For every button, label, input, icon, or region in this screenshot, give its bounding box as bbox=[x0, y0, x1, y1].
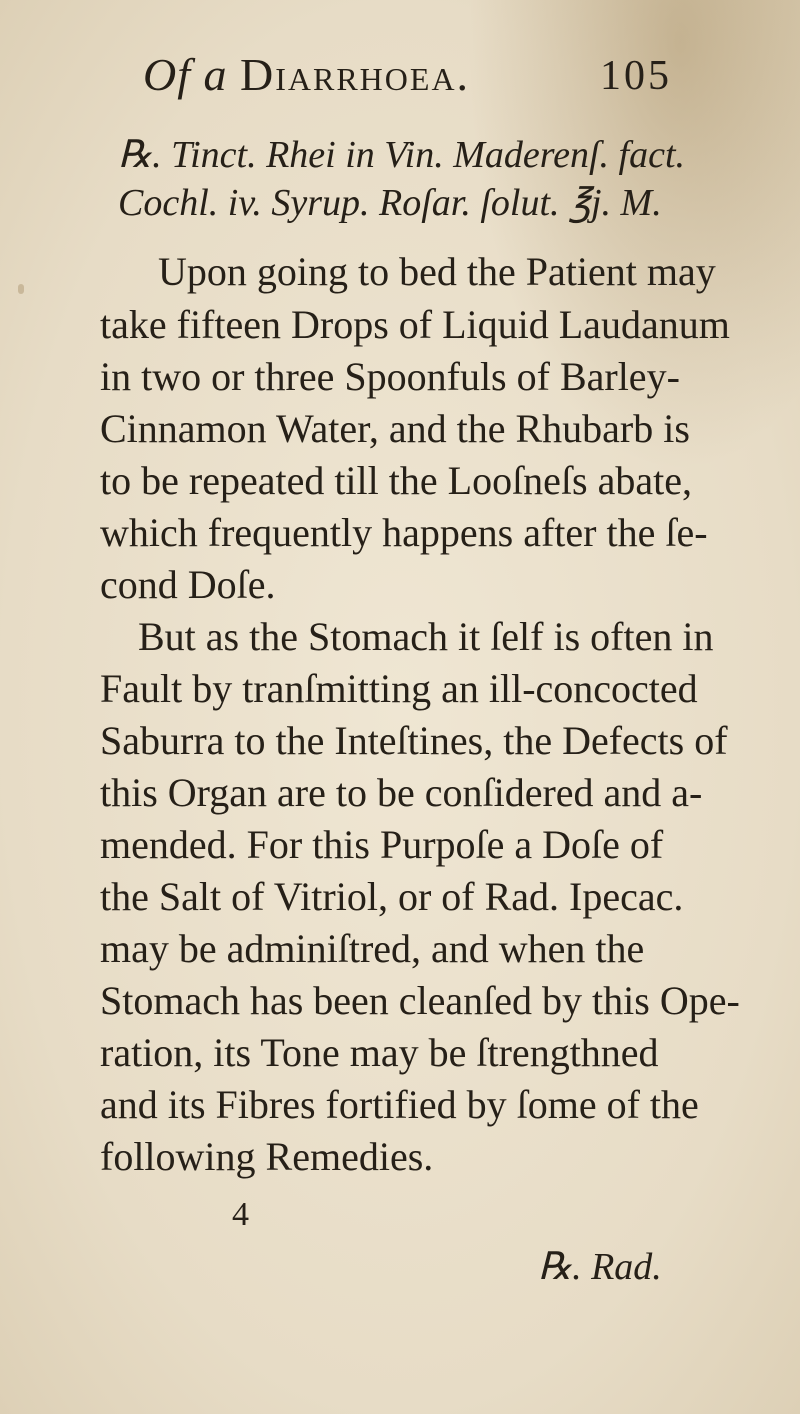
paragraph-1-line: to be repeated till the Looſneſs abate, bbox=[100, 458, 692, 503]
page-number: 105 bbox=[600, 53, 672, 99]
paragraph-2-line: ration, its Tone may be ſtrengthned bbox=[100, 1030, 659, 1075]
catchword: ℞. Rad. bbox=[538, 1246, 662, 1288]
paragraph-2-line: Fault by tranſmitting an ill-concocted bbox=[100, 666, 698, 711]
paragraph-1-line: which frequently happens after the ſe- bbox=[100, 510, 708, 555]
paragraph-2-line: But as the Stomach it ſelf is often in bbox=[138, 614, 714, 659]
paragraph-2-line: Stomach has been cleanſed by this Ope- bbox=[100, 978, 740, 1023]
paragraph-2-line: and its Fibres fortified by ſome of the bbox=[100, 1082, 699, 1127]
prescription-line-1: ℞. Tinct. Rhei in Vin. Maderenſ. fact. bbox=[118, 134, 686, 176]
signature-mark: 4 bbox=[232, 1196, 249, 1233]
paragraph-1-line: Cinnamon Water, and the Rhubarb is bbox=[100, 406, 690, 451]
paragraph-2-line: following Remedies. bbox=[100, 1134, 434, 1179]
paragraph-2-line: Saburra to the Inteſtines, the Defects of bbox=[100, 718, 728, 763]
paragraph-2-line: this Organ are to be conſidered and a- bbox=[100, 770, 703, 815]
paragraph-2-line: mended. For this Purpoſe a Doſe of bbox=[100, 822, 664, 867]
running-title bbox=[143, 48, 470, 101]
paragraph-2-line: may be adminiſtred, and when the bbox=[100, 926, 645, 971]
margin-mark bbox=[18, 284, 24, 294]
prescription-line-2: Cochl. iv. Syrup. Roſar. ſolut. ℥j. M. bbox=[118, 182, 662, 224]
paragraph-1-line: Upon going to bed the Patient may bbox=[158, 249, 716, 294]
paragraph-2-line: the Salt of Vitriol, or of Rad. Ipecac. bbox=[100, 874, 684, 919]
paragraph-1-line: cond Doſe. bbox=[100, 562, 276, 607]
title-prefix: Of a bbox=[143, 49, 228, 100]
title-main: Diarrhoea. bbox=[240, 49, 471, 100]
running-header bbox=[0, 48, 800, 108]
paragraph-1-line: in two or three Spoonfuls of Barley- bbox=[100, 354, 680, 399]
paragraph-1-line: take fifteen Drops of Liquid Laudanum bbox=[100, 302, 730, 347]
